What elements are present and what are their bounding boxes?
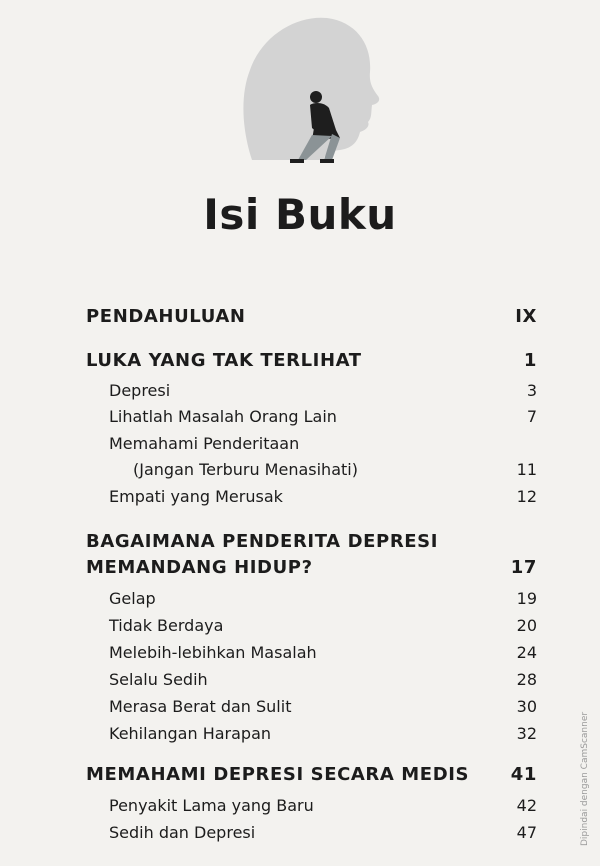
toc-entry-label: Melebih-lebihkan Masalah bbox=[109, 643, 317, 662]
toc-entry-section bbox=[0, 589, 600, 615]
toc-entry-section bbox=[0, 823, 600, 849]
toc-entry-label: Penyakit Lama yang Baru bbox=[109, 796, 314, 815]
toc-entry-page: 28 bbox=[516, 670, 537, 689]
toc-entry-label: Lihatlah Masalah Orang Lain bbox=[109, 407, 337, 426]
toc-entry-label: Empati yang Merusak bbox=[109, 487, 283, 506]
toc-entry-chapter bbox=[0, 306, 600, 332]
toc-entry-page: IX bbox=[515, 306, 537, 327]
toc-entry-section bbox=[0, 434, 600, 460]
toc-entry-label: MEMAHAMI DEPRESI SECARA MEDIS bbox=[86, 764, 470, 785]
toc-entry-page: 7 bbox=[526, 407, 537, 426]
toc-entry-label: Gelap bbox=[109, 589, 156, 608]
toc-entry-label: LUKA YANG TAK TERLIHAT bbox=[86, 350, 362, 371]
toc-entry-label: Merasa Berat dan Sulit bbox=[109, 697, 292, 716]
toc-entry-section bbox=[0, 381, 600, 407]
toc-entry-label: BAGAIMANA PENDERITA DEPRESI bbox=[86, 531, 439, 552]
toc-entry-page: 32 bbox=[516, 724, 537, 743]
toc-entry-label: PENDAHULUAN bbox=[86, 306, 246, 327]
toc-entry-page: 30 bbox=[516, 697, 537, 716]
toc-entry-label: Tidak Berdaya bbox=[109, 616, 224, 635]
toc-entry-label: Selalu Sedih bbox=[109, 670, 208, 689]
toc-entry-section bbox=[0, 670, 600, 696]
toc-entry-page: 42 bbox=[516, 796, 537, 815]
toc-entry-page: 20 bbox=[516, 616, 537, 635]
toc-entry-chapter bbox=[0, 531, 600, 557]
toc-entry-section bbox=[0, 697, 600, 723]
toc-entry-chapter bbox=[0, 764, 600, 790]
toc-entry-chapter bbox=[0, 350, 600, 376]
toc-entry-label: Depresi bbox=[109, 381, 171, 400]
toc-entry-label: Memahami Penderitaan bbox=[109, 434, 300, 453]
toc-entry-section bbox=[0, 724, 600, 750]
toc-entry-label: MEMANDANG HIDUP? bbox=[86, 557, 313, 578]
toc-entry-page: 12 bbox=[516, 487, 537, 506]
toc-entry-page: 24 bbox=[516, 643, 537, 662]
toc-entry-page: 3 bbox=[526, 381, 537, 400]
toc-entry-page: 17 bbox=[510, 557, 537, 578]
scanner-watermark bbox=[580, 696, 594, 856]
toc-entry-label: (Jangan Terburu Menasihati) bbox=[133, 460, 358, 479]
toc-entry-section bbox=[0, 487, 600, 513]
toc-entry-page: 19 bbox=[516, 589, 537, 608]
toc-entry-section bbox=[0, 616, 600, 642]
toc-entry-page: 11 bbox=[516, 460, 537, 479]
toc-entry-section bbox=[0, 460, 600, 486]
scanner-watermark-text: Dipindai dengan CamScanner bbox=[580, 711, 590, 846]
toc-entry-chapter bbox=[0, 557, 600, 583]
toc-entry-page: 1 bbox=[523, 350, 537, 371]
toc-entry-label: Kehilangan Harapan bbox=[109, 724, 272, 743]
toc-entry-page: 47 bbox=[516, 823, 537, 842]
page-title: Isi Buku bbox=[203, 190, 397, 239]
toc-entry-page: 41 bbox=[510, 764, 537, 785]
toc-entry-section bbox=[0, 796, 600, 822]
toc-entry-label: Sedih dan Depresi bbox=[109, 823, 256, 842]
toc-entry-section bbox=[0, 407, 600, 433]
toc-entry-section bbox=[0, 643, 600, 669]
